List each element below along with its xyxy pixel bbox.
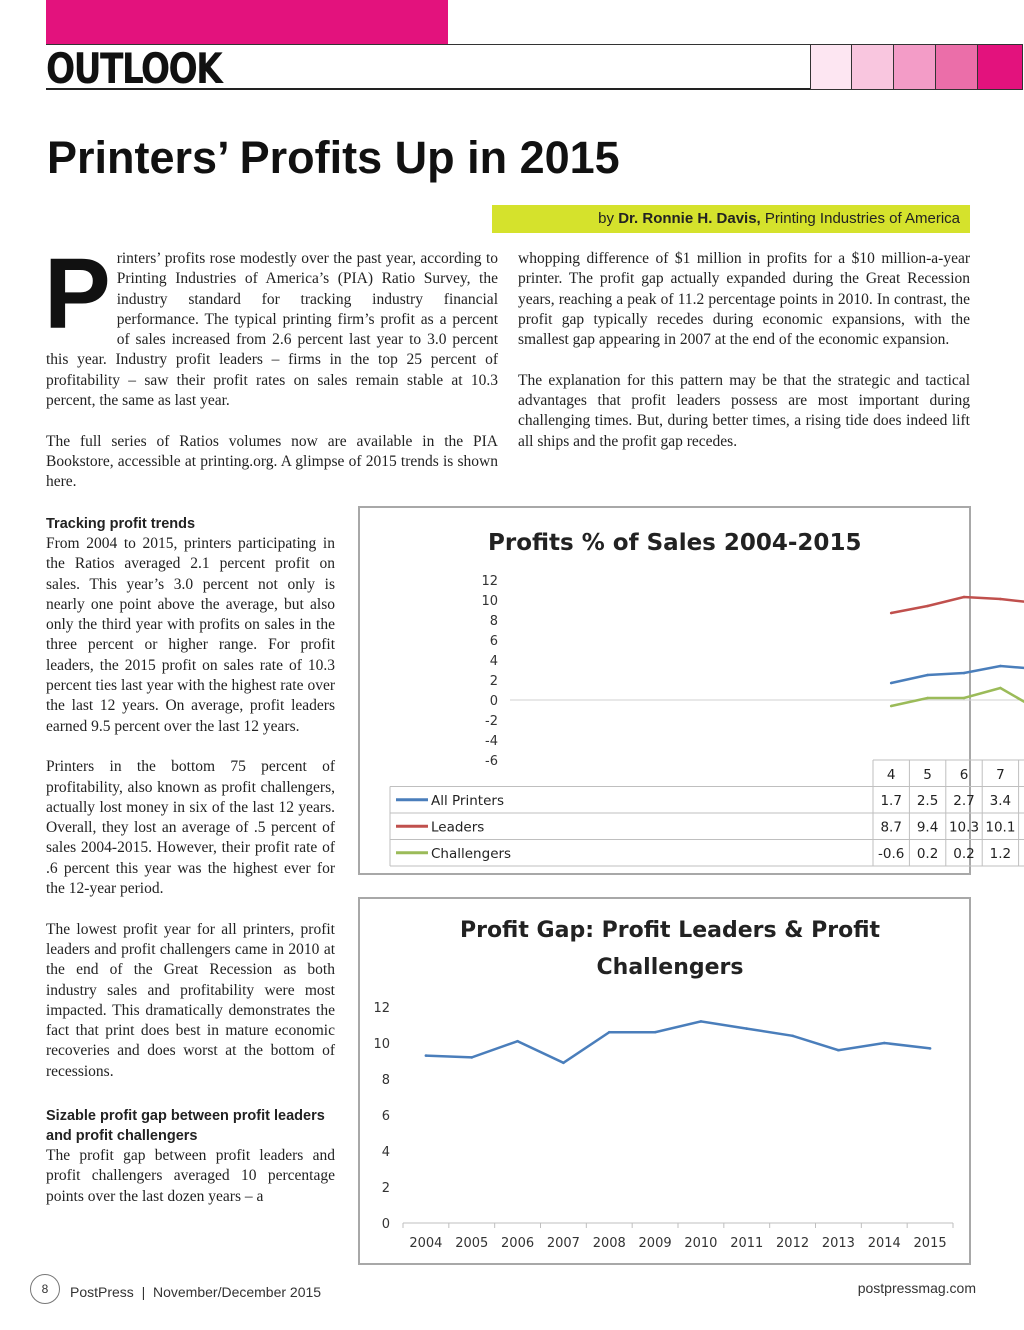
x-tick-label: 2008	[592, 1236, 626, 1251]
subheading: Tracking profit trends	[46, 516, 196, 532]
data-label: 10.3	[948, 819, 980, 836]
data-point	[608, 1031, 611, 1034]
drop-cap: P	[44, 238, 111, 350]
data-label: 10.1	[985, 819, 1016, 836]
swatch	[978, 44, 1023, 90]
data-point	[837, 1049, 840, 1052]
byline-prefix: by	[598, 210, 615, 227]
y-tick-label: 8	[381, 1073, 390, 1088]
subheading: Sizable profit gap between profit leaders and profit challengers	[46, 1108, 325, 1145]
x-tick-label: 6	[959, 767, 969, 783]
y-tick-label: 10	[373, 1037, 390, 1052]
data-point	[516, 1040, 519, 1043]
x-tick-label: 2014	[867, 1236, 901, 1251]
data-label: 1.2	[989, 845, 1012, 862]
column-left-top	[44, 238, 498, 513]
data-point	[654, 1031, 657, 1034]
data-point	[926, 697, 929, 700]
x-tick-label: 7	[996, 767, 1005, 783]
legend-label: Challengers	[431, 845, 512, 862]
footer-site: postpressmag.com	[857, 1280, 976, 1296]
data-label: 0.2	[953, 845, 975, 862]
data-label: 1.7	[880, 792, 902, 809]
swatch	[936, 44, 978, 90]
paragraph: The profit gap between profit leaders and profit challengers averaged 10 percentage points over the last dozen years – a	[46, 1147, 335, 1205]
data-label: 2.5	[916, 792, 939, 809]
paragraph: The full series of Ratios volumes now are available in the PIA Bookstore, accessible at printing.org. A glimpse of 2015 trends is shown here.	[46, 432, 498, 491]
byline	[492, 205, 970, 233]
x-tick-label: 2005	[455, 1236, 489, 1251]
data-label: 3.4	[989, 792, 1012, 809]
data-label: 8.7	[880, 819, 902, 836]
legend-label: All Printers	[431, 792, 504, 809]
profits-chart	[358, 506, 1016, 875]
chart-title-line1: Profit Gap: Profit Leaders & Profit	[459, 918, 881, 943]
data-point	[999, 665, 1002, 668]
gap-series-line	[426, 1021, 930, 1062]
x-tick-label: 2006	[501, 1236, 535, 1251]
data-point	[963, 672, 966, 675]
data-point	[999, 687, 1002, 690]
y-tick-label: 2	[489, 674, 498, 689]
x-tick-label: 4	[886, 767, 896, 783]
data-point	[700, 1020, 703, 1023]
data-point	[890, 682, 893, 685]
data-point	[470, 1056, 473, 1059]
data-point	[883, 1042, 886, 1045]
top-accent-bar	[46, 0, 448, 44]
data-label: 9.4	[916, 819, 939, 836]
y-tick-label: 6	[381, 1109, 390, 1124]
data-point	[926, 674, 929, 677]
swatch	[894, 44, 936, 90]
x-tick-label: 2011	[730, 1236, 764, 1251]
data-label: 0.2	[916, 845, 939, 862]
footer-left	[30, 1280, 321, 1304]
data-point	[791, 1035, 794, 1038]
x-tick-label: 2013	[821, 1236, 855, 1251]
data-label: -0.6	[878, 845, 905, 862]
data-point	[562, 1062, 565, 1065]
paragraph: Printers in the bottom 75 percent of profitability, also known as profit challengers, actually lost money in six of the last 12 years. Overall, they lost an average of .5 percent of sales 2004-2015. However, their profit rate of .6 percent this year was the highest ever for the 12-year period.	[46, 758, 335, 898]
y-tick-label: 0	[489, 694, 498, 709]
profit-gap-chart-svg	[360, 899, 969, 1263]
column-right-top	[518, 249, 970, 472]
y-tick-label: 2	[381, 1181, 390, 1196]
data-point	[963, 596, 966, 599]
chart-title-line2: Challengers	[596, 955, 744, 980]
paragraph-text: rinters’ profits rose modestly over the past year, according to Printing Industries of America’s (PIA) Ratio Survey, the industry standard for tracking industry financial performance. The typical printing firm’s profit as a percent of sales increased from 2.6 percent last year to 3.0 percent this year. Industry profit leaders – firms in the top 25 percent of profitability – saw their profit rates on sales remain stable at 10.3 percent, the same as last year.	[46, 250, 498, 410]
data-point	[425, 1054, 428, 1057]
color-swatches	[810, 44, 1023, 90]
column-left-narrow	[46, 514, 335, 1227]
paragraph: whopping difference of $1 million in profits for a $10 million-a-year printer. The profit gap actually expanded during the Great Recession years, reaching a peak of 11.2 percentage points in 2010. In contrast, the profit gap typically recedes during economic expansions, with the smallest gap appearing in 2007 at the end of the economic expansion.	[518, 250, 970, 349]
swatch	[810, 44, 852, 90]
y-tick-label: -2	[485, 714, 498, 729]
publication-info: PostPress | November/December 2015	[70, 1284, 322, 1300]
x-tick-label: 2012	[776, 1236, 810, 1251]
y-tick-label: 8	[489, 614, 498, 629]
article-title: Printers’ Profits Up in 2015	[47, 132, 620, 183]
data-label: 2.7	[953, 792, 975, 809]
paragraph	[44, 238, 498, 411]
y-tick-label: -6	[485, 754, 498, 769]
data-point	[890, 705, 893, 708]
profits-chart-svg	[360, 508, 1016, 873]
data-point	[745, 1027, 748, 1030]
y-tick-label: 6	[489, 634, 498, 649]
data-point	[926, 605, 929, 608]
y-tick-label: 12	[481, 574, 498, 589]
x-tick-label: 2007	[546, 1236, 580, 1251]
data-point	[999, 598, 1002, 601]
section-label: OUTLOOK	[46, 44, 222, 93]
profit-gap-chart	[358, 897, 971, 1265]
series-line-1	[891, 597, 1024, 630]
data-point	[963, 697, 966, 700]
paragraph: The lowest profit year for all printers, profit leaders and profit challengers came in 2010 at the end of the Great Recession as both industry sales and profitability were most impacted. This dramatically demonstrates the fact that print does best in mature economic recoveries and does worst at the bottom of recessions.	[46, 920, 335, 1080]
y-tick-label: 4	[381, 1145, 390, 1160]
paragraph: The explanation for this pattern may be that the strategic and tactical advantages that profit leaders possess are most important during challenging times. But, during better times, a rising tide does indeed lift all ships and the profit gap recedes.	[518, 371, 970, 450]
x-tick-label: 2015	[913, 1236, 947, 1251]
header-rule-bottom	[46, 88, 810, 90]
y-tick-label: 10	[481, 594, 498, 609]
y-tick-label: 12	[373, 1001, 390, 1016]
y-tick-label: -4	[485, 734, 498, 749]
page-number: 8	[30, 1274, 60, 1304]
data-point	[929, 1047, 932, 1050]
x-tick-label: 2004	[409, 1236, 443, 1251]
byline-org: Printing Industries of America	[764, 210, 960, 227]
byline-author: Dr. Ronnie H. Davis,	[618, 210, 761, 227]
data-point	[890, 612, 893, 615]
swatch	[852, 44, 894, 90]
paragraph: From 2004 to 2015, printers participating in the Ratios averaged 2.1 percent profit on sales. This year’s 3.0 percent not only is nearly one point above the average, but also only the third year with profits on sales in the three percent or higher range. For profit leaders, the 2015 profit on sales rate of 10.3 percent ties last year with the highest rate over the last 12 years. On average, profit leaders earned 9.5 percent over the last 12 years.	[46, 535, 335, 735]
y-tick-label: 4	[489, 654, 498, 669]
legend-label: Leaders	[431, 819, 485, 836]
x-tick-label: 2010	[684, 1236, 718, 1251]
series-line-2	[891, 688, 1024, 742]
x-tick-label: 5	[923, 767, 932, 783]
y-tick-label: 0	[381, 1217, 390, 1232]
x-tick-label: 2009	[638, 1236, 672, 1251]
chart-title: Profits % of Sales 2004-2015	[488, 530, 862, 556]
